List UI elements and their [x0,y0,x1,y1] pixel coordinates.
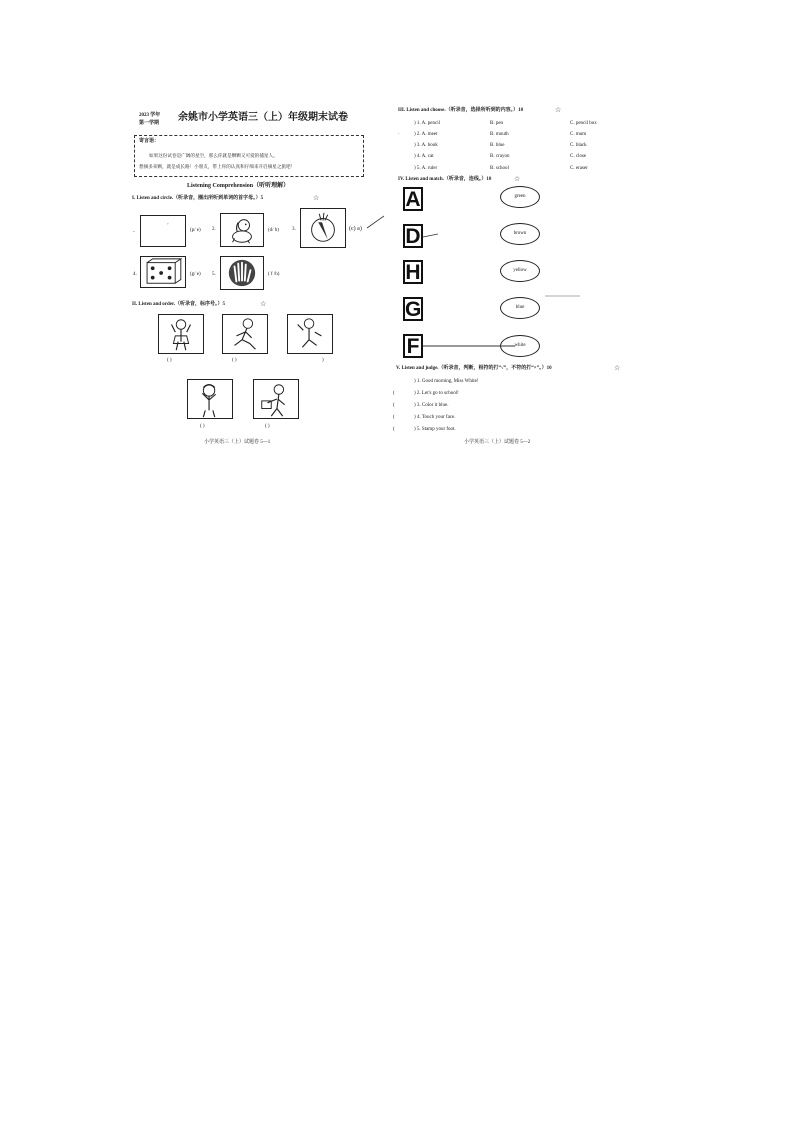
stray-pen-mark [366,214,386,230]
item-5-number: 5. [212,272,216,277]
order-bracket-1: ( ) [167,358,172,363]
left-page-footer: 小学英语三（上）试题卷 5—1 [204,440,271,445]
margin-dash: - [133,230,135,235]
letter-card-a[interactable]: A [403,187,423,211]
picture-boy-coloring [253,379,299,419]
school-term: 第一学期 [139,121,160,126]
choose-row-5-c: C. eraser [570,166,588,171]
part3-title: III. Listen and choose.（听录音，选择所听到的内容。）10 [398,108,524,113]
choose-row-4-c: C. close [570,154,587,159]
picture-boy-kneeling [222,314,268,354]
notice-label: 寄言语： [139,139,160,144]
judge-bracket-2: ( [393,391,395,396]
order-bracket-2: ( ) [232,358,237,363]
part2-title: II. Listen and order.（听录音，标序号。）5 [132,302,226,307]
choose-row-5-a: ) 5. A. ruler [414,166,438,171]
choose-row-3-c: C. black [570,143,587,148]
picture-boy-jumping [287,314,333,354]
order-bracket-5: ( ) [265,424,270,429]
judge-bracket-5: ( [393,427,395,432]
letter-card-d[interactable]: D [403,224,423,248]
margin-dot: · [398,132,400,137]
item-5-options: ( f /h) [268,272,280,277]
exam-title: 余姚市小学英语三（上）年级期末试卷 [178,112,348,123]
choose-row-1-c: C. pencil box [570,121,597,126]
choose-row-3-a: ) 3. A. book [414,143,438,148]
item-4-number: 4. [133,272,137,277]
item-3-options: (c) a) [349,226,362,232]
picture-1-blank: ˚ [140,215,186,247]
match-pen-lines [420,225,600,355]
notice-box [134,135,364,177]
choose-row-1-b: B. pen [490,121,504,126]
choose-row-1-a: ) 1. A. pencil [414,121,440,126]
right-page-footer: 小学英语三（上）试题卷 5—2 [464,440,531,445]
color-oval-yellow[interactable]: yellow [500,260,540,282]
section-heading: Listening Comprehension（听听理解） [187,183,290,189]
judge-bracket-4: ( [393,415,395,420]
item-2-options: (d/ b) [268,228,279,233]
item-1-options: (p/ e) [190,228,201,233]
part4-title: IV. Listen and match.（听录音，连线。）10 [398,177,492,182]
item-3-number: 3. [292,227,296,232]
picture-dice [140,256,186,288]
color-oval-green[interactable]: green [500,186,540,208]
picture-hand [220,256,264,290]
choose-row-4-a: ) 4. A. cat [414,154,434,159]
choose-row-2-a: ) 2. A. meet [414,132,438,137]
order-bracket-4: ( ) [200,424,205,429]
color-oval-brown[interactable]: brown [500,223,540,245]
letter-card-h[interactable]: H [403,260,423,284]
order-bracket-3: ) [322,358,324,363]
judge-item-5: ) 5. Stamp your foot. [414,427,456,432]
judge-item-3: ) 3. Color it blue. [414,403,449,408]
letter-card-f[interactable]: F [403,334,423,358]
judge-item-2: ) 2. Let's go to school! [414,391,459,396]
choose-row-5-b: B. school [490,166,509,171]
picture-carrot [300,208,346,248]
notice-line-1: 如果这份试卷是广阔的星空，那么你就是颗颗又可爱的捕星人。 [149,153,278,158]
color-oval-white[interactable]: white [500,335,540,357]
school-year: 2023 学年 [139,113,161,118]
part5-title: V. Listen and judge.（听录音，判断，相符的打“√”，不符的打“×”。）10 [396,366,552,371]
letter-card-g[interactable]: G [405,298,422,321]
star-icon: ☆ [260,300,267,308]
star-icon: ☆ [614,364,621,372]
item-2-number: 2. [212,227,216,232]
star-icon: ☆ [514,175,521,183]
color-oval-blue[interactable]: blue [500,297,540,319]
choose-row-2-c: C. mum [570,132,587,137]
picture-girl-waving [158,314,204,354]
choose-row-3-b: B. blue [490,143,505,148]
judge-item-4: ) 4. Touch your face. [414,415,456,420]
choose-row-4-b: B. crayon [490,154,510,159]
item-4-options: (g/ e) [190,272,201,277]
picture-girl-touching-face [187,379,233,419]
judge-item-1: ) 1. Good morning, Miss White! [414,379,479,384]
judge-bracket-3: ( [393,403,395,408]
star-icon: ☆ [555,106,562,114]
picture-dog [220,213,264,247]
star-icon: ☆ [313,194,320,202]
choose-row-2-b: B. mouth [490,132,509,137]
notice-line-2: 想摘多来颗，就是成长路！小朋友，带上你的认真和仔细来开启摘星之旅吧！ [139,164,296,169]
part1-title: I. Listen and circle.（听录音，圈出所听到单词的首字母。）5 [132,196,264,201]
